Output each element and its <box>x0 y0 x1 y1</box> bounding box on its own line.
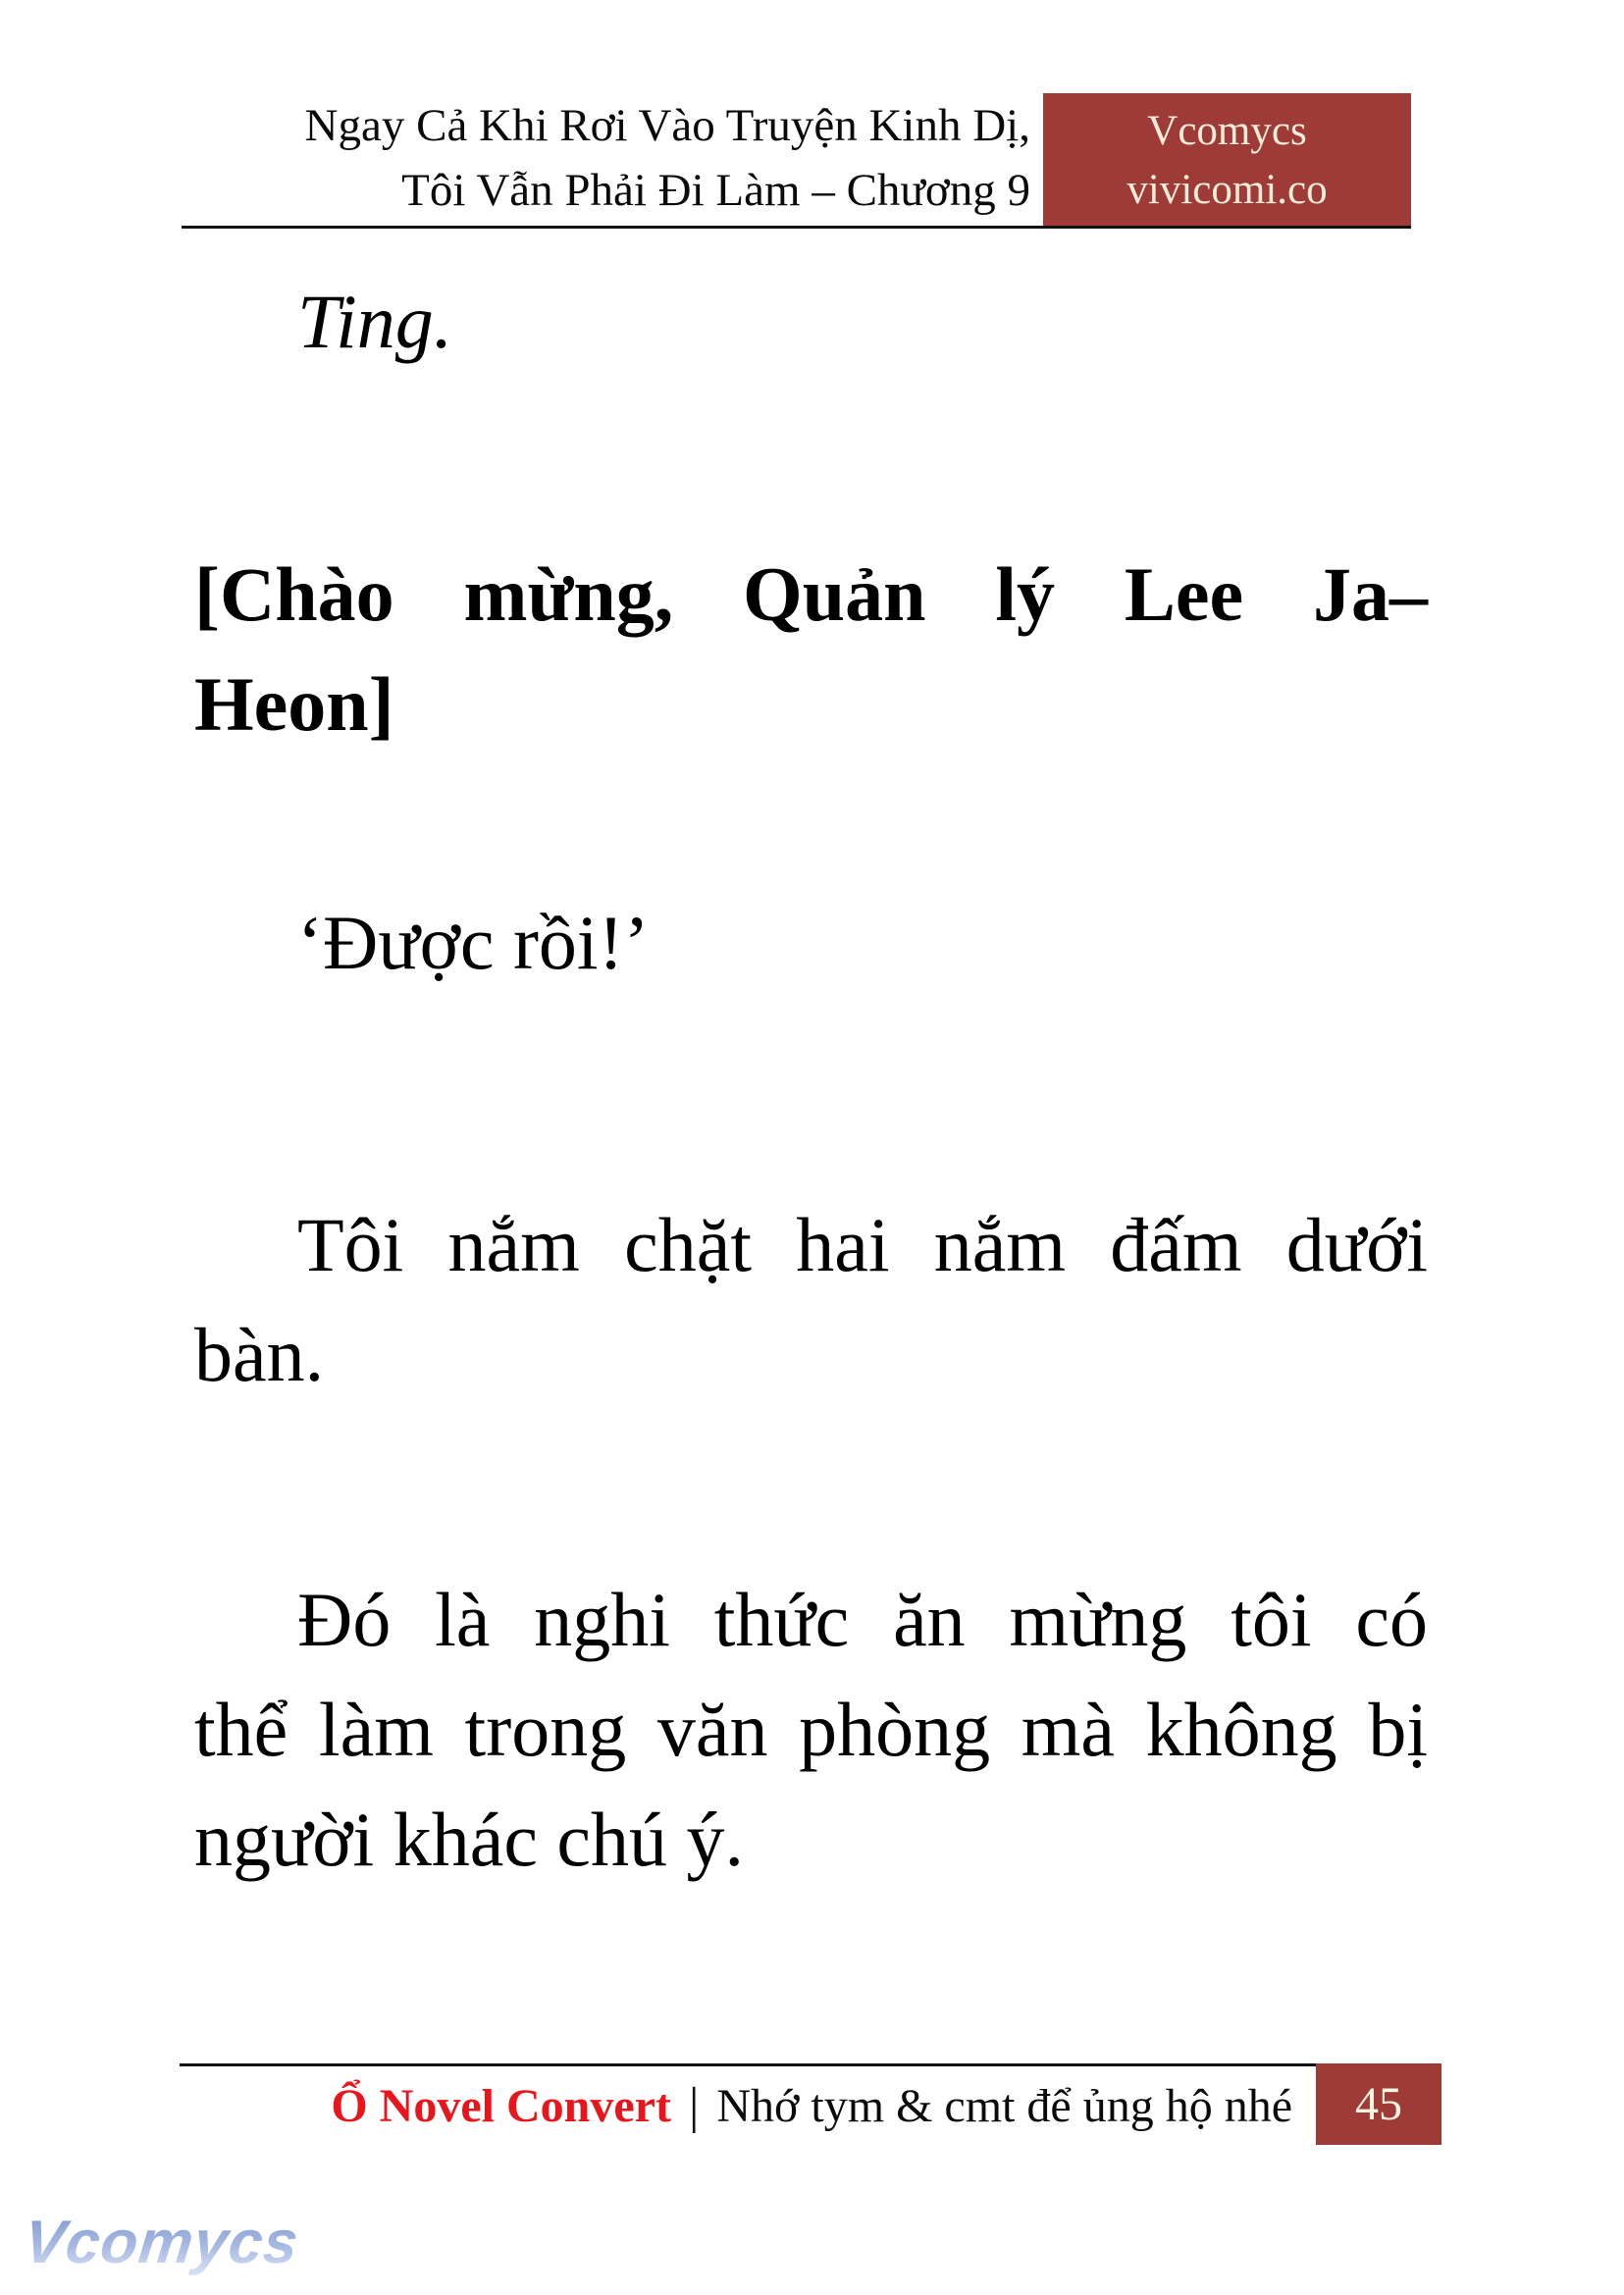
footer-separator: | <box>688 2077 700 2134</box>
paragraph-ting-line: Ting. <box>297 279 453 364</box>
paragraph-ritual-line2: thể làm trong văn phòng mà không bị <box>194 1687 1428 1772</box>
page-number-badge <box>1316 2063 1441 2145</box>
footer-credit <box>180 2066 1316 2145</box>
header-brand-box <box>1043 93 1411 229</box>
chapter-title-line2: Tôi Vẫn Phải Đi Làm – Chương 9 <box>401 165 1030 216</box>
paragraph-ritual-line3: người khác chú ý. <box>194 1797 745 1882</box>
header-brand-name: Vcomycs <box>1147 108 1307 154</box>
page-number: 45 <box>1355 2078 1402 2130</box>
header-divider <box>182 226 1411 229</box>
paragraph-system-message-line2: Heon] <box>194 661 394 747</box>
chapter-title-line1: Ngay Cả Khi Rơi Vào Truyện Kinh Dị, <box>304 100 1030 151</box>
paragraph-quote-line: ‘Được rồi!’ <box>297 900 650 985</box>
paragraph-fists-line2: bàn. <box>194 1312 325 1397</box>
header-brand-site: vivicomi.co <box>1126 167 1328 213</box>
footer-note: Nhớ tym & cmt để ủng hộ nhé <box>716 2079 1292 2132</box>
footer-brand-name: Ổ Novel Convert <box>331 2079 671 2132</box>
paragraph-system-message-line1: [Chào mừng, Quản lý Lee Ja– <box>194 551 1428 637</box>
vcomycs-watermark-logo: Vcomycs <box>21 2209 302 2276</box>
paragraph-ritual-line1: Đó là nghi thức ăn mừng tôi có <box>297 1577 1428 1662</box>
paragraph-fists-line1: Tôi nắm chặt hai nắm đấm dưới <box>297 1202 1428 1287</box>
chapter-title <box>305 93 1030 223</box>
